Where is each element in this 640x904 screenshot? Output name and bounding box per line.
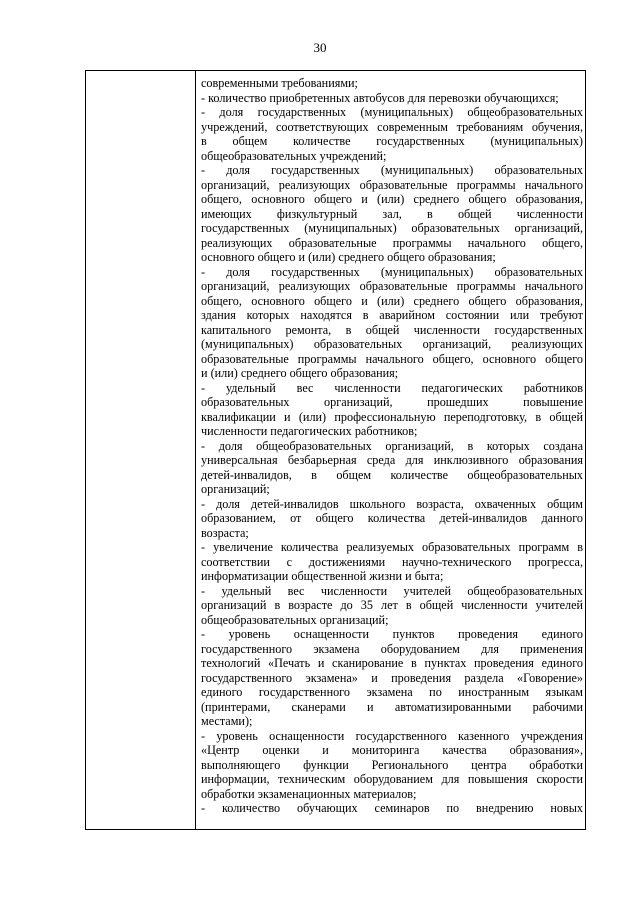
text-line: - доля общеобразовательных организаций, в которых создана — [201, 438, 583, 453]
text-line: учреждений, соответствующих современным требованиям обучения, — [201, 119, 583, 134]
text-line: единого государственного экзамена по иностранным языкам — [201, 685, 583, 699]
page-number: 30 — [313, 40, 327, 55]
text-line: - количество приобретенных автобусов для перевозки обучающихся; — [201, 90, 559, 105]
text-line: соответствии с достижениями научно-технического прогресса, — [201, 554, 583, 569]
text-line: - удельный вес численности учителей общеобразовательных — [201, 583, 583, 598]
text-line: - увеличение количества реализуемых образовательных программ в — [201, 540, 583, 554]
text-line: организаций, реализующих образовательные программы начального — [201, 177, 583, 192]
text-line: организаций, реализующих образовательные программы начального — [201, 279, 583, 293]
text-line: образованием, от общего количества детей-инвалидов данного — [201, 511, 583, 525]
table-right-column — [196, 71, 585, 829]
text-line: - уровень оснащенности пунктов проведения единого — [201, 627, 583, 641]
text-line: современными требованиями; — [201, 76, 358, 90]
text-line: общего, основного общего и (или) среднего общего образования, — [201, 293, 583, 308]
text-line: организаций; — [201, 482, 270, 496]
text-line: - количество обучающих семинаров по внедрению новых — [201, 801, 583, 815]
text-line: общего, основного общего и (или) среднего общего образования, — [201, 192, 583, 206]
text-line: государственных (муниципальных) образовательных организаций, — [201, 221, 583, 235]
text-line: информатизации общественной жизни и быта; — [201, 569, 444, 583]
text-line: - уровень оснащенности государственного казенного учреждения — [201, 728, 583, 743]
text-line: детей-инвалидов, в общем количестве общеобразовательных — [201, 467, 583, 482]
text-line: «Центр оценки и мониторинга качества образования», — [201, 743, 583, 757]
text-line: возраста; — [201, 525, 249, 540]
table-left-column — [86, 71, 196, 829]
text-line: общеобразовательных организаций; — [201, 612, 389, 627]
text-line: универсальная безбарьерная среда для инклюзивного образования — [201, 453, 583, 467]
text-line: общеобразовательных учреждений; — [201, 148, 387, 163]
text-line: (принтерами, сканерами и автоматизированными рабочими — [201, 699, 583, 714]
text-line: основного общего и (или) среднего общего образования; — [201, 250, 496, 264]
text-line: - доля государственных (муниципальных) общеобразовательных — [201, 105, 583, 119]
text-line: обработки экзаменационных материалов; — [201, 786, 417, 801]
text-line: реализующих образовательные программы начального общего, — [201, 235, 583, 250]
text-line: в общем количестве государственных (муниципальных) — [201, 134, 583, 148]
text-line: здания которых находятся в аварийном состоянии или требуют — [201, 308, 583, 322]
text-line: технологий «Печать и сканирование в пунктах проведения единого — [201, 656, 583, 670]
text-line: организаций в возрасте до 35 лет в общей численности учителей — [201, 598, 583, 612]
text-line: местами); — [201, 714, 253, 728]
text-line: государственного экзамена оборудованием для применения — [201, 641, 583, 656]
text-line: и (или) среднего общего образования; — [201, 366, 399, 380]
text-line: квалификации и (или) профессиональную переподготовку, в общей — [201, 409, 583, 424]
text-line: капитального ремонта, в общей численности государственных — [201, 322, 583, 337]
text-line: - доля государственных (муниципальных) образовательных — [201, 264, 583, 279]
text-line: образовательные программы начального общего, основного общего — [201, 351, 583, 366]
text-line: - удельный вес численности педагогических работников — [201, 380, 583, 395]
text-line: (муниципальных) образовательных организаций, реализующих — [201, 337, 583, 351]
document-table — [85, 70, 586, 830]
text-line: имеющих физкультурный зал, в общей численности — [201, 206, 583, 221]
text-line: - доля детей-инвалидов школьного возраста, охваченных общим — [201, 496, 583, 511]
text-line: информации, техническим оборудованием для повышения скорости — [201, 772, 583, 786]
text-line: выполняющего функции Регионального центра обработки — [201, 757, 583, 772]
text-line: - доля государственных (муниципальных) образовательных — [201, 163, 583, 177]
text-line: численности педагогических работников; — [201, 424, 418, 438]
text-line: государственного экзамена» и проведения раздела «Говорение» — [201, 670, 583, 685]
text-line: образовательных организаций, прошедших повышение — [201, 395, 583, 409]
